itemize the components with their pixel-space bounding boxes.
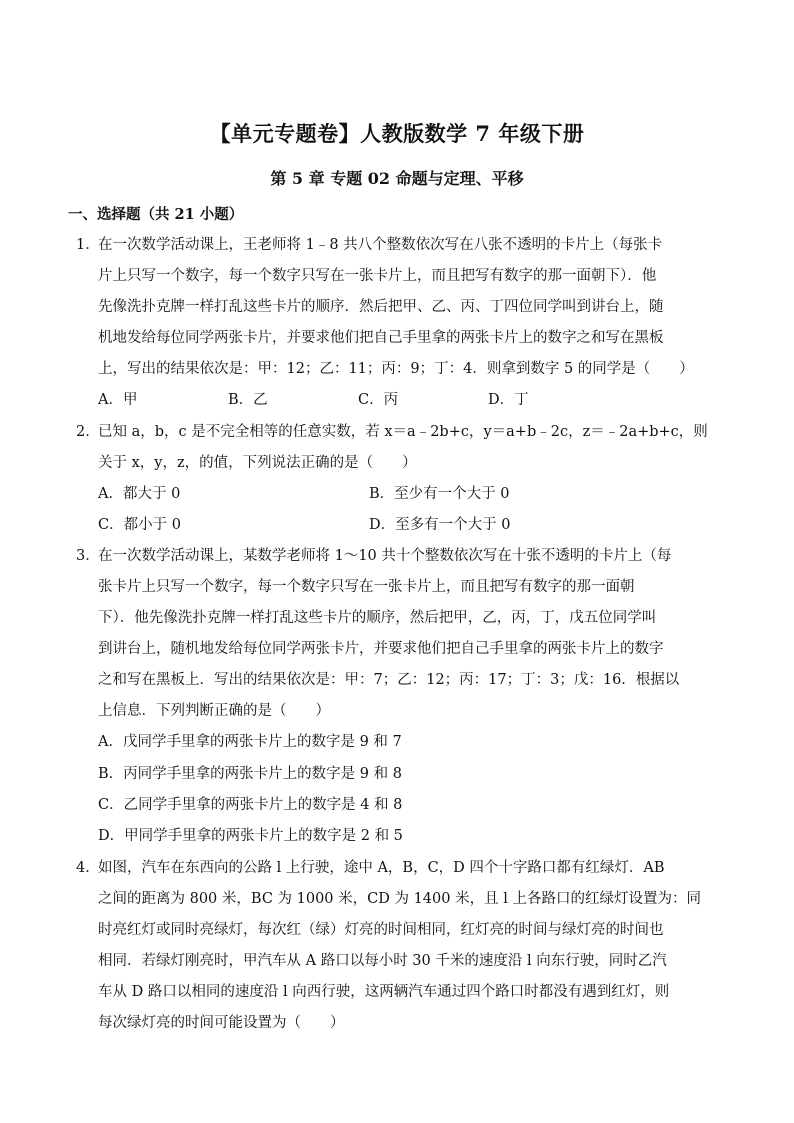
question-line: 如图，汽车在东西向的公路 l 上行驶，途中 A，B，C，D 四个十字路口都有红绿灯．AB [98,860,665,876]
option-c: C．丙 [358,392,399,408]
option-a: A．戊同学手里拿的两张卡片上的数字是 9 和 7 [98,734,402,750]
option-b: B．至少有一个大于 0 [369,486,510,502]
question-2 [78,417,724,479]
question-line: 下）．他先像洗扑克牌一样打乱这些卡片的顺序，然后把甲，乙，丙，丁，戊五位同学叫 [98,610,657,626]
question-line: 在一次数学活动课上，某数学老师将 1～10 共十个整数依次写在十张不透明的卡片上（每 [98,548,672,564]
page-subtitle: 第 5 章 专题 02 命题与定理、平移 [270,169,524,188]
question-line: 之间的距离为 800 米，BC 为 1000 米，CD 为 1400 米，且 l 上各路口的红绿灯设置为：同 [98,891,701,907]
question-line: 片上只写一个数字，每一个数字只写在一张卡片上，而且把写有数字的那一面朝下）．他 [98,268,657,284]
option-b: B．乙 [228,392,268,408]
section-heading: 一、选择题（共 21 小题） [68,206,244,223]
option-a: A．都大于 0 [98,486,181,502]
question-line: 上信息．下列判断正确的是（ ） [98,703,330,719]
question-line: 在一次数学活动课上，王老师将 1﹣8 共八个整数依次写在八张不透明的卡片上（每张卡 [98,237,663,253]
question-number: 4． [76,860,100,876]
question-line: 到讲台上，随机地发给每位同学两张卡片，并要求他们把自己手里拿的两张卡片上的数字 [98,641,664,657]
question-1-options [98,385,618,416]
question-line: 每次绿灯亮的时间可能设置为（ ） [98,1015,345,1031]
question-line: 张卡片上只写一个数字，每一个数字只写在一张卡片上，而且把写有数字的那一面朝 [98,579,635,595]
question-line: 已知 a，b，c 是不完全相等的任意实数，若 x＝a﹣2b+c，y＝a+b﹣2c，z＝﹣2a+b+c，则 [98,424,708,440]
question-line: 时亮红灯或同时亮绿灯，每次红（绿）灯亮的时间相同，红灯亮的时间与绿灯亮的时间也 [98,922,664,938]
question-number: 3． [76,548,100,564]
option-c: C．乙同学手里拿的两张卡片上的数字是 4 和 8 [98,797,403,813]
question-1 [78,230,724,385]
question-line: 机地发给每位同学两张卡片，并要求他们把自己手里拿的两张卡片上的数字之和写在黑板 [98,330,664,346]
option-b: B．丙同学手里拿的两张卡片上的数字是 9 和 8 [98,766,402,782]
question-line: 车从 D 路口以相同的速度沿 l 向西行驶，这两辆汽车通过四个路口时都没有遇到红灯，则 [98,984,670,1000]
question-number: 1． [76,237,100,253]
option-d: D．丁 [488,392,529,408]
question-line: 之和写在黑板上．写出的结果依次是：甲：7；乙：12；丙：17；丁：3；戊：16．根据以 [98,672,680,688]
question-4 [78,853,724,1039]
option-d: D．甲同学手里拿的两张卡片上的数字是 2 和 5 [98,828,403,844]
question-line: 相同．若绿灯刚亮时，甲汽车从 A 路口以每小时 30 千米的速度沿 l 向东行驶，同时乙汽 [98,953,667,969]
option-c: C．都小于 0 [98,517,181,533]
question-line: 上，写出的结果依次是：甲：12；乙：11；丙：9；丁：4．则拿到数字 5 的同学是（ ） [98,361,694,377]
question-number: 2． [76,424,100,440]
question-line: 关于 x，y，z，的值，下列说法正确的是（ ） [98,455,417,471]
question-line: 先像洗扑克牌一样打乱这些卡片的顺序．然后把甲、乙、丙、丁四位同学叫到讲台上，随 [98,299,664,315]
question-3 [78,541,724,727]
option-d: D．至多有一个大于 0 [369,517,511,533]
option-a: A．甲 [98,392,138,408]
page-title: 【单元专题卷】人教版数学 7 年级下册 [209,121,585,146]
